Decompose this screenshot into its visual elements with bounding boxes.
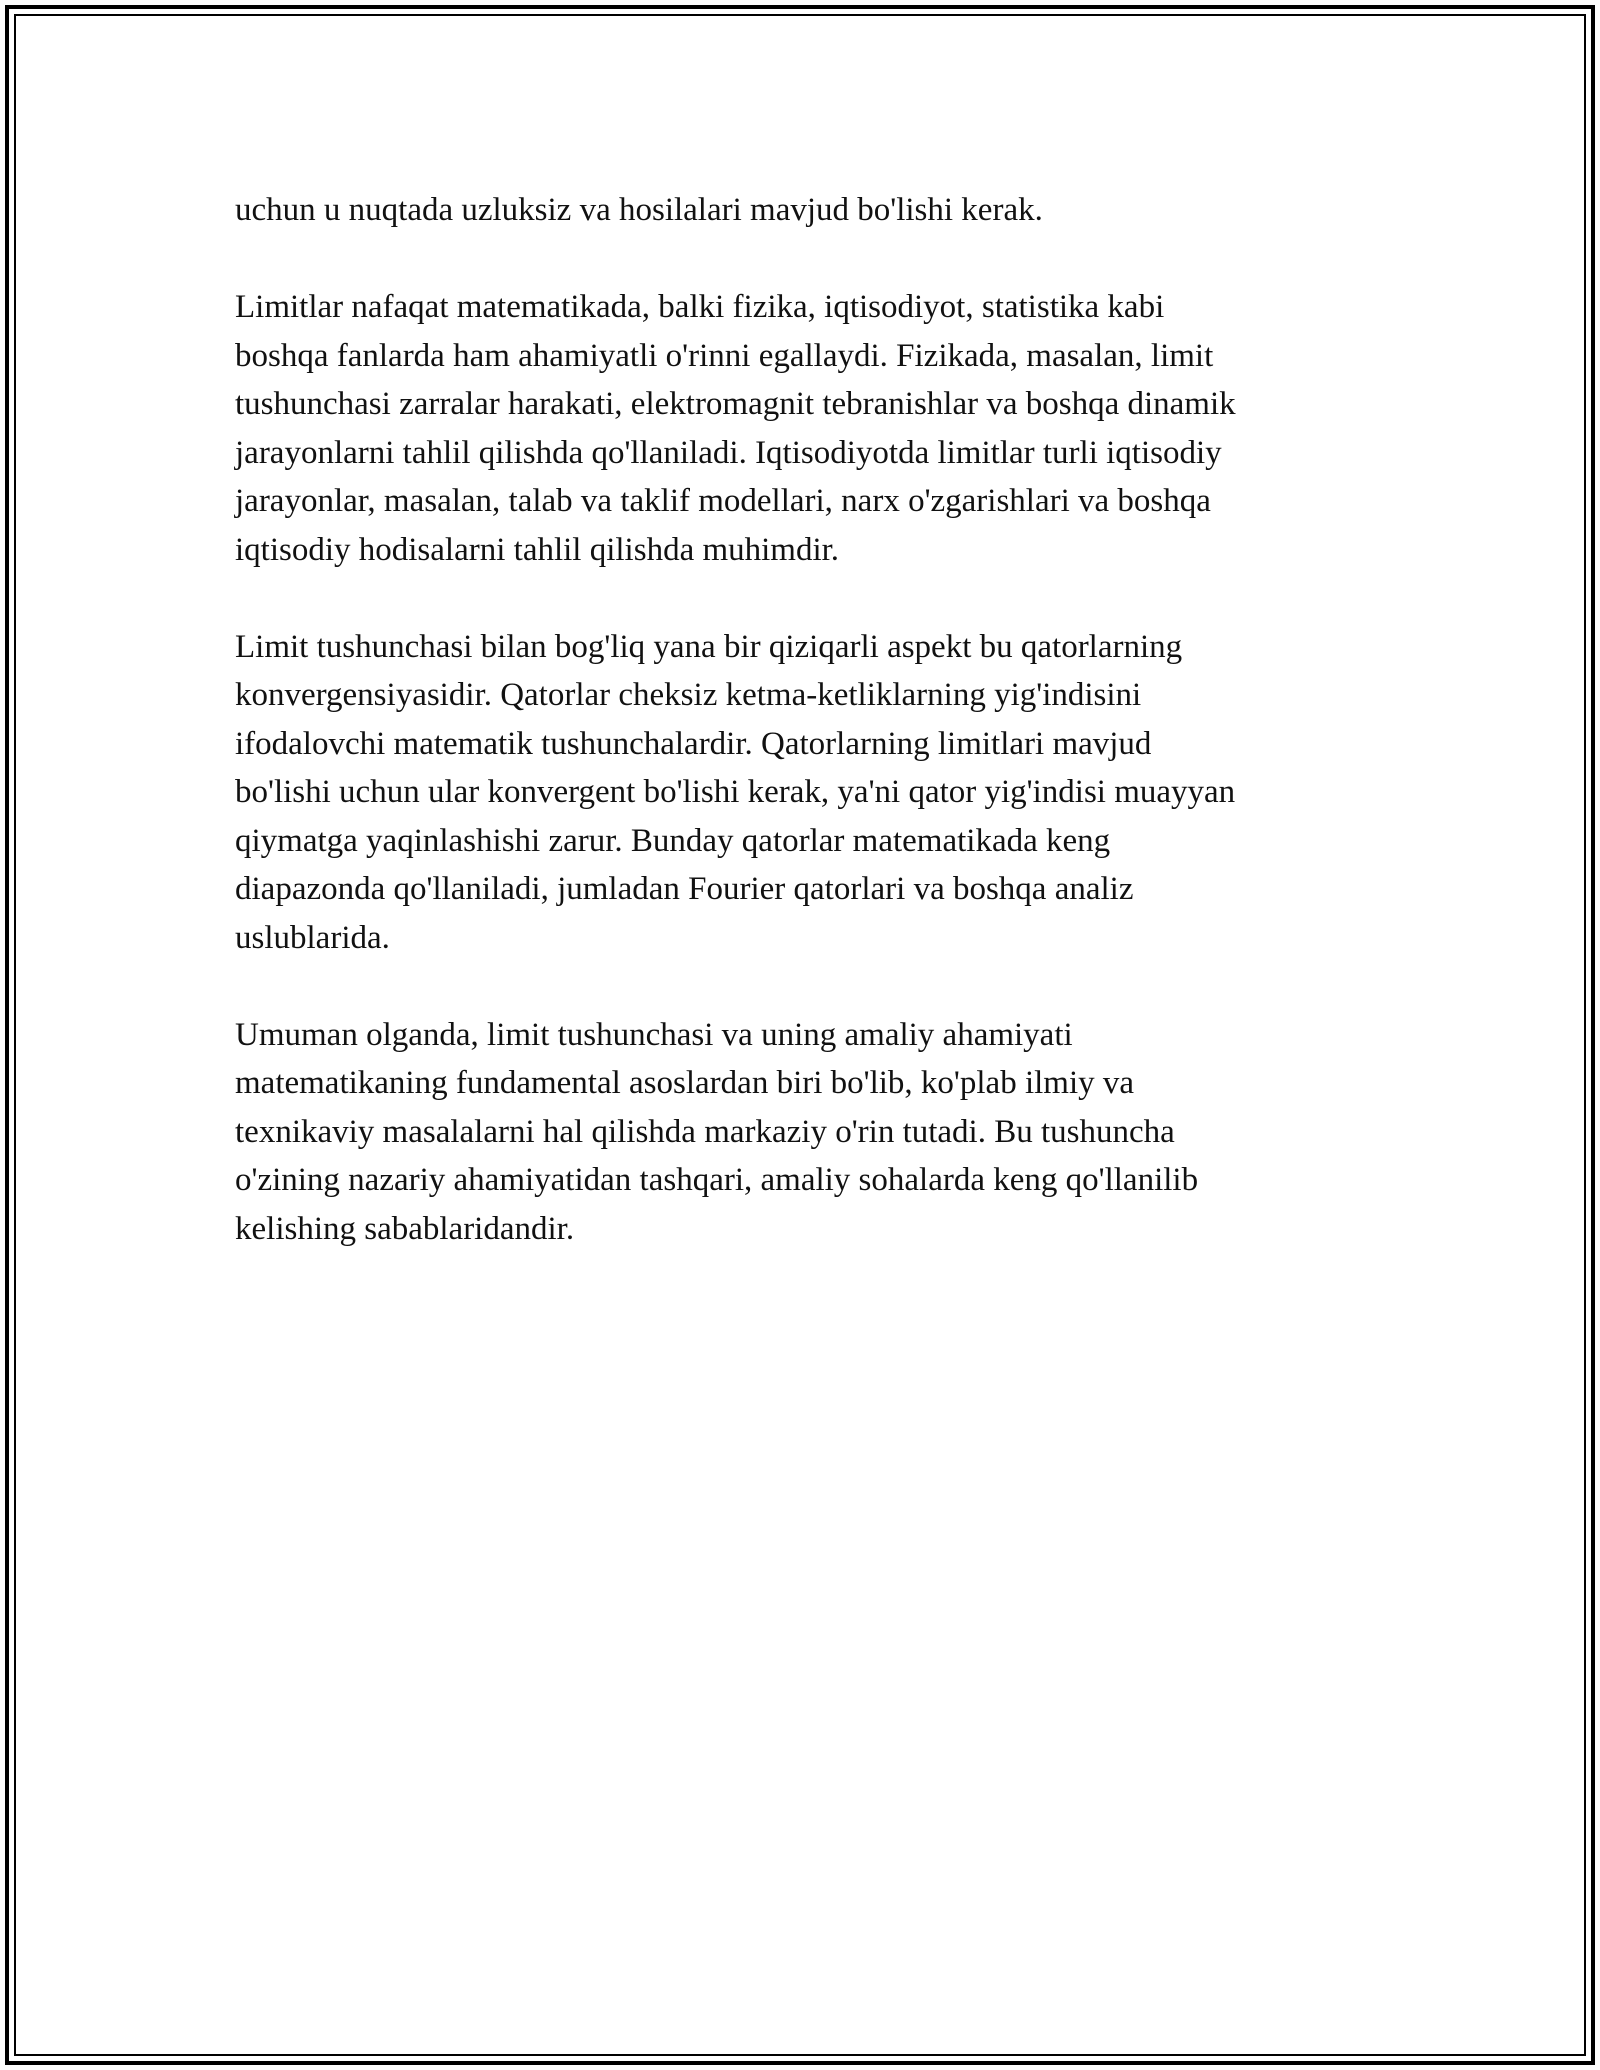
text-line: bo'lishi uchun ular konvergent bo'lishi kerak, ya'ni qator yig'indisi muayyan — [235, 774, 1236, 810]
text-line: kelishing sabablaridandir. — [235, 1210, 575, 1247]
text-line: Umuman olganda, limit tushunchasi va uning amaliy ahamiyati — [235, 1016, 1073, 1053]
text-line: ifodalovchi matematik tushunchalardir. Qatorlarning limitlari mavjud — [235, 725, 1152, 762]
text-line: Limitlar nafaqat matematikada, balki fizika, iqtisodiyot, statistika kabi — [235, 289, 1165, 325]
text-line: matematikaning fundamental asoslardan biri bo'lib, ko'plab ilmiy va — [235, 1065, 1135, 1101]
paragraph-3 — [235, 623, 1365, 963]
paragraph-1 — [235, 186, 1365, 235]
text-line: jarayonlarni tahlil qilishda qo'llaniladi. Iqtisodiyotda limitlar turli iqtisodiy — [235, 434, 1222, 471]
text-line: texnikaviy masalalarni hal qilishda markaziy o'rin tutadi. Bu tushuncha — [235, 1113, 1175, 1150]
text-line: iqtisodiy hodisalarni tahlil qilishda muhimdir. — [235, 531, 840, 568]
text-line: qiymatga yaqinlashishi zarur. Bunday qatorlar matematikada keng — [235, 822, 1111, 859]
text-line: uslublarida. — [235, 919, 390, 956]
text-line: boshqa fanlarda ham ahamiyatli o'rinni egallaydi. Fizikada, masalan, limit — [235, 337, 1214, 374]
text-line: konvergensiyasidir. Qatorlar cheksiz ketma-ketliklarning yig'indisini — [235, 677, 1142, 713]
text-line: diapazonda qo'llaniladi, jumladan Fourier qatorlari va boshqa analiz — [235, 871, 1134, 907]
text-line: Limit tushunchasi bilan bog'liq yana bir qiziqarli aspekt bu qatorlarning — [235, 628, 1183, 665]
text-line: jarayonlar, masalan, talab va taklif modellari, narx o'zgarishlari va boshqa — [235, 483, 1211, 519]
text-line: tushunchasi zarralar harakati, elektromagnit tebranishlar va boshqa dinamik — [235, 386, 1236, 422]
paragraph-2 — [235, 283, 1365, 574]
document-body — [235, 186, 1365, 1253]
text-line: uchun u nuqtada uzluksiz va hosilalari mavjud bo'lishi kerak. — [235, 192, 1043, 228]
text-line: o'zining nazariy ahamiyatidan tashqari, amaliy sohalarda keng qo'llanilib — [235, 1162, 1199, 1198]
paragraph-4 — [235, 1011, 1365, 1254]
